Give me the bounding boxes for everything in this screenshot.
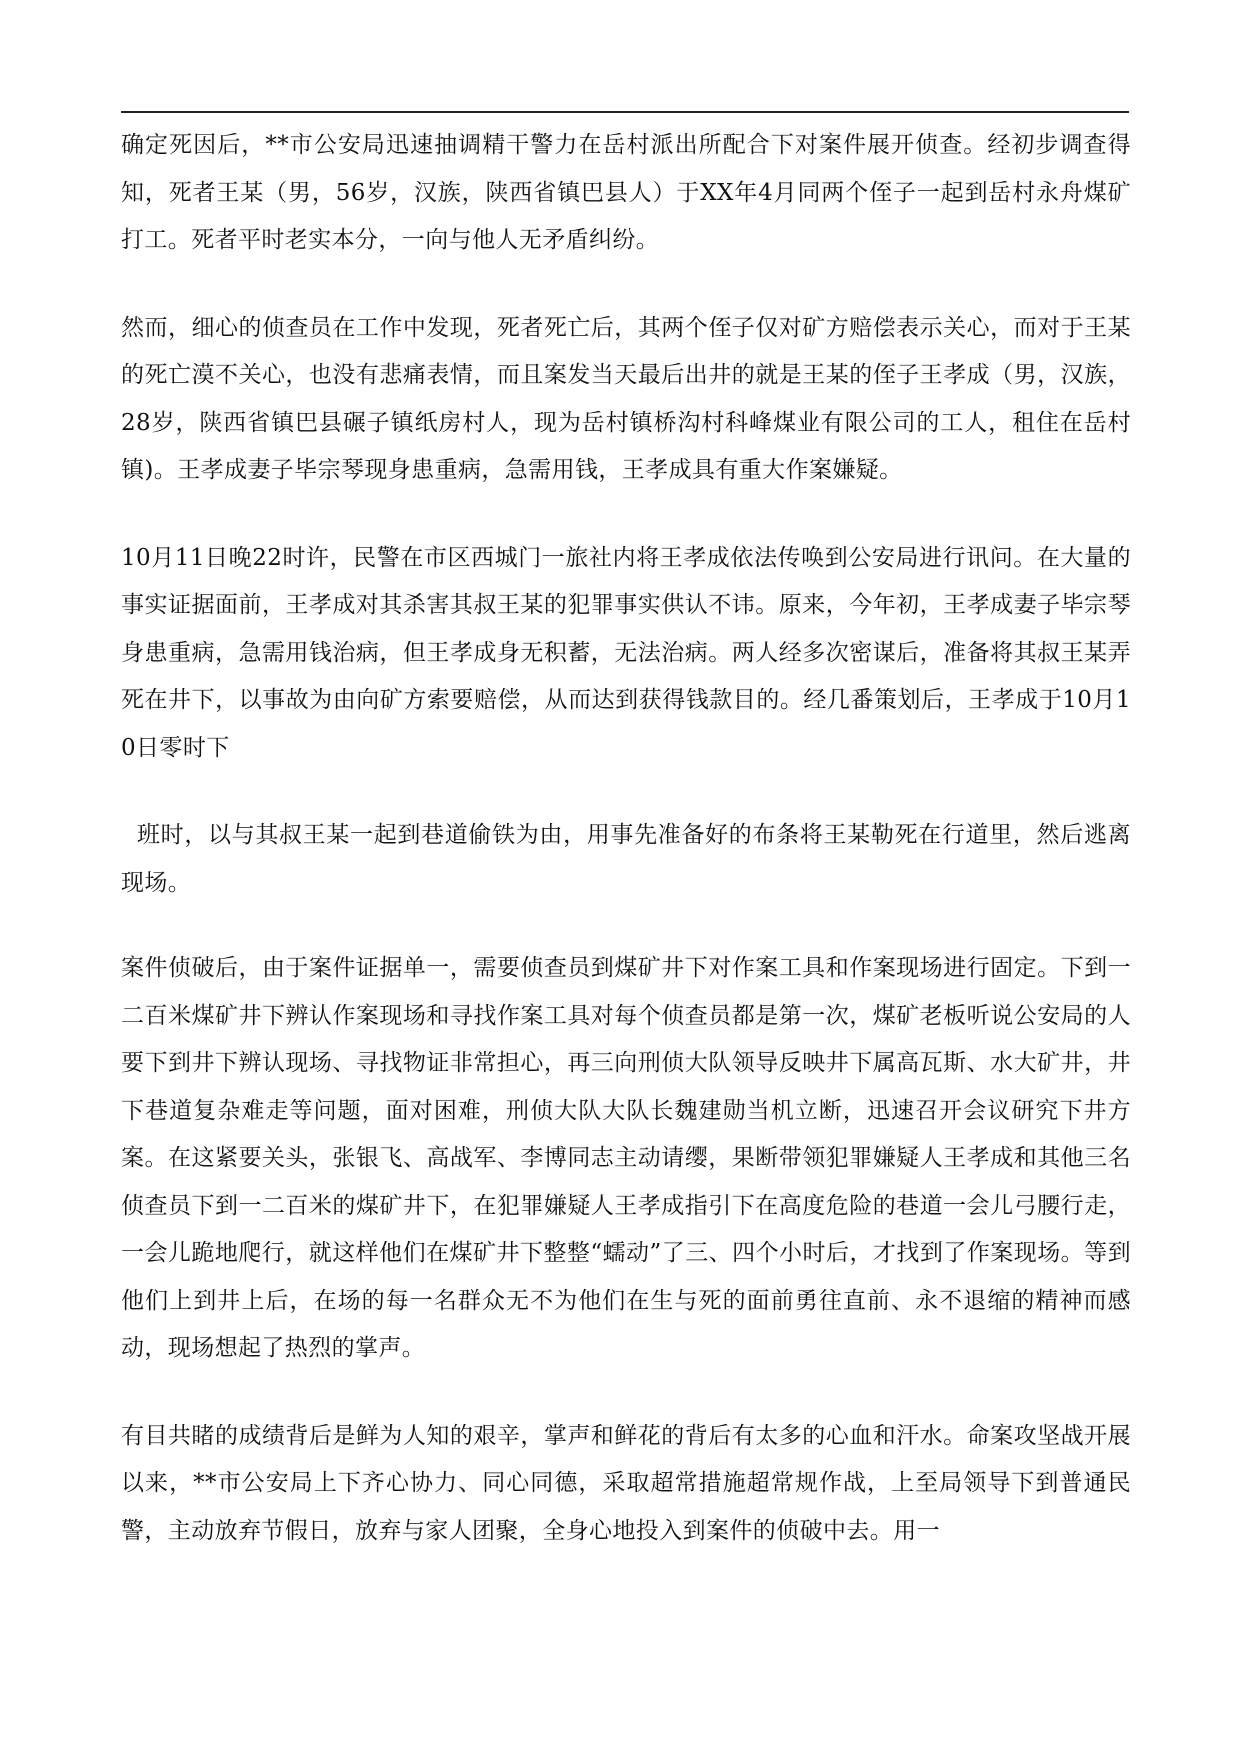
paragraph-crime-details: 班时，以与其叔王某一起到巷道偷铁为由，用事先准备好的布条将王某勒死在行道里，然后逃离现场。 <box>121 822 1131 896</box>
paragraph-evidence-collection: 案件侦破后，由于案件证据单一，需要侦查员到煤矿井下对作案工具和作案现场进行固定。下到一二百米煤矿井下辨认作案现场和寻找作案工具对每个侦查员都是第一次，煤矿老板听说公安局的人要下到井下辨认现场、寻找物证非常担心，再三向刑侦大队领导反映井下属高瓦斯、水大矿井，井下巷道复杂难走等问题，面对困难，刑侦大队大队长魏建勋当机立断，迅速召开会议研究下井方案。在这紧要关头，张银飞、高战军、李博同志主动请缨，果断带领犯罪嫌疑人王孝成和其他三名侦查员下到一二百米的煤矿井下，在犯罪嫌疑人王孝成指引下在高度危险的巷道一会儿弓腰行走，一会儿跪地爬行，就这样他们在煤矿井下整整“蠕动”了三、四个小时后，才找到了作案现场。等到他们上到井上后，在场的每一名群众无不为他们在生与死的面前勇往直前、永不退缩的精神而感动，现场想起了热烈的掌声。 <box>121 955 1131 1361</box>
header-rule <box>121 111 1129 113</box>
paragraph-interrogation: 10月11日晚22时许，民警在市区西城门一旅社内将王孝成依法传唤到公安局进行讯问。在大量的事实证据面前，王孝成对其杀害其叔王某的犯罪事实供认不讳。原来，今年初，王孝成妻子毕宗琴身患重病，急需用钱治病，但王孝成身无积蓄，无法治病。两人经多次密谋后，准备将其叔王某弄死在井下，以事故为由向矿方索要赔偿，从而达到获得钱款目的。经几番策划后，王孝成于10月10日零时下 <box>121 544 1131 761</box>
paragraph-hardship: 有目共睹的成绩背后是鲜为人知的艰辛，掌声和鲜花的背后有太多的心血和汗水。命案攻坚战开展以来，**市公安局上下齐心协力、同心同德，采取超常措施超常规作战，上至局领导下到普通民警，主动放弃节假日，放弃与家人团聚，全身心地投入到案件的侦破中去。用一 <box>121 1422 1131 1544</box>
paragraph-cause-of-death: 确定死因后，**市公安局迅速抽调精干警力在岳村派出所配合下对案件展开侦查。经初步调查得知，死者王某（男，56岁，汉族，陕西省镇巴县人）于XX年4月同两个侄子一起到岳村永舟煤矿打工。死者平时老实本分，一向与他人无矛盾纠纷。 <box>121 132 1131 253</box>
paragraph-suspect-identified: 然而，细心的侦查员在工作中发现，死者死亡后，其两个侄子仅对矿方赔偿表示关心，而对于王某的死亡漠不关心，也没有悲痛表情，而且案发当天最后出井的就是王某的侄子王孝成（男，汉族，28岁，陕西省镇巴县碾子镇纸房村人，现为岳村镇桥沟村科峰煤业有限公司的工人，租住在岳村镇)。王孝成妻子毕宗琴现身患重病，急需用钱，王孝成具有重大作案嫌疑。 <box>121 314 1131 483</box>
document-body <box>121 122 1131 1595</box>
